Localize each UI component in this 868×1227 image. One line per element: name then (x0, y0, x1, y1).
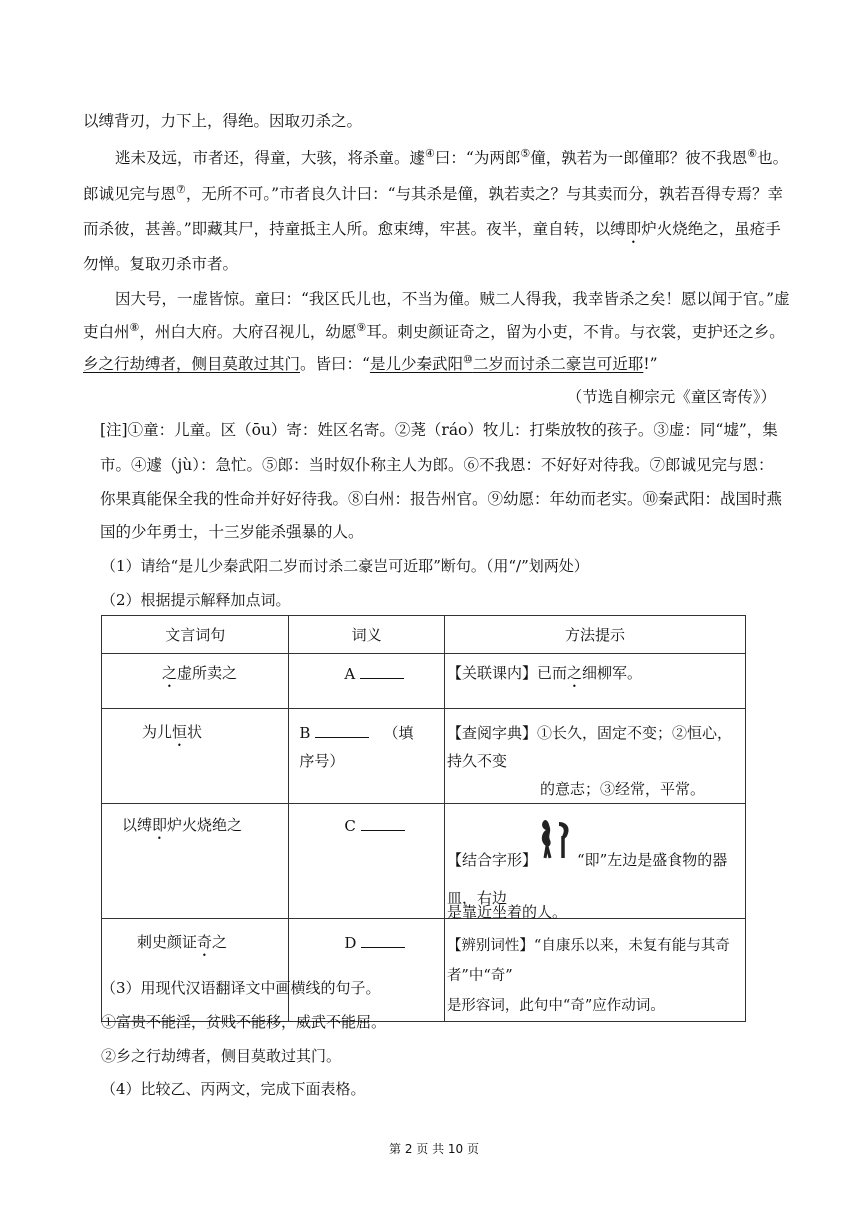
note-line-2: 市。④遽（jù）：急忙。⑤郎：当时奴仆称主人为郎。⑥不我恩：不好好对待我。⑦郎诚见完与恩： (100, 456, 774, 474)
passage-line-2: 逃未及远，市者还，得童，大骇，将杀童。遽④曰：“为两郎⑤僮，孰若为一郎僮耶？彼不我恩⑥也。 (115, 146, 789, 167)
row-4-phrase: 刺史颜证奇之 (102, 919, 289, 1022)
table-row (102, 654, 746, 709)
passage-line-7: 吏白州⑧，州白大府。大府召视儿，幼愿⑨耳。刺史颜证奇之，留为小吏，不肯。与衣裳，吏护还之乡。 (83, 320, 785, 341)
question-3-sentence-2: ②乡之行劫缚者，侧目莫敢过其门。 (101, 1047, 342, 1065)
row-2-phrase: 为儿恒状 (102, 709, 289, 804)
table-row (102, 919, 746, 1022)
table-header: 文言词句 (102, 616, 289, 654)
row-3-answer: C (289, 804, 445, 919)
table-header-row (102, 616, 746, 654)
seal-script-ji-glyph (537, 816, 577, 862)
row-4-hint: 【辨别词性】“自康乐以来，未复有能与其奇者”中“奇” 是形容词，此句中“奇”应作动词。 (444, 919, 745, 1022)
underlined-sentence-2: 是儿少秦武阳⑩二岁而讨杀二豪岂可近耶 (369, 352, 644, 373)
note-line-3: 你果真能保全我的性命并好好待我。⑧白州：报告州官。⑨幼愿：年幼而老实。⑩秦武阳：战国时燕 (100, 490, 783, 508)
passage-line-4: 而杀彼，甚善。”即藏其尸，持童抵主人所。愈束缚，牢甚。夜半，童自转，以缚即炉火烧绝之，虽疮手 (83, 220, 781, 238)
page-footer: 第 2 页 共 10 页 (389, 1142, 479, 1156)
question-1: （1）请给“是儿少秦武阳二岁而讨杀二豪岂可近耶”断句。（用“/”划两处） (101, 557, 589, 575)
passage-source: （节选自柳宗元《童区寄传》） (566, 388, 776, 406)
question-4: （4）比较乙、丙两文，完成下面表格。 (101, 1080, 366, 1098)
answer-blank-c[interactable] (361, 816, 405, 831)
answer-blank-d[interactable] (361, 933, 405, 948)
row-2-answer: B （填 序号） (289, 709, 445, 804)
underlined-sentence-1: 乡之行劫缚者，侧目莫敢过其门 (83, 355, 301, 373)
passage-line-6: 因大号，一虚皆惊。童曰：“我区氏儿也，不当为僮。贼二人得我，我幸皆杀之矣！愿以闻于官。”虚 (115, 290, 790, 308)
row-1-answer: A (289, 654, 445, 709)
row-1-hint: 【关联课内】已而之细柳军。 (444, 654, 745, 709)
row-4-answer: D (289, 919, 445, 1022)
passage-line-3: 郎诚见完与恩⑦，无所不可。”市者良久计曰：“与其杀是僮，孰若卖之？与其卖而分，孰若吾得专焉？幸 (83, 182, 783, 203)
row-3-phrase: 以缚即炉火烧绝之 (102, 804, 289, 919)
passage-line-8: 乡之行劫缚者，侧目莫敢过其门。皆曰：“是儿少秦武阳⑩二岁而讨杀二豪岂可近耶!” (83, 352, 658, 373)
note-line-1: [注]①童：儿童。区（ōu）寄：姓区名寄。②荛（ráo）牧儿：打柴放牧的孩子。③虚：同“墟”，集 (100, 421, 778, 439)
question-3: （3）用现代汉语翻译文中画横线的句子。 (101, 979, 381, 997)
table-row (102, 804, 746, 919)
row-3-hint: 【结合字形】 “即”左边是盛食物的器皿，右边 是靠近坐着的人。 (444, 804, 745, 919)
note-line-4: 国的少年勇士，十三岁能杀强暴的人。 (100, 523, 364, 541)
table-header: 词义 (289, 616, 445, 654)
table-row (102, 709, 746, 804)
question-2: （2）根据提示解释加点词。 (101, 591, 291, 609)
passage-line-1: 以缚背刃，力下上，得绝。因取刃杀之。 (83, 112, 363, 130)
question-3-sentence-1: ①富贵不能淫，贫贱不能移，威武不能屈。 (101, 1013, 387, 1031)
answer-blank-a[interactable] (360, 664, 404, 679)
row-2-hint: 【查阅字典】①长久，固定不变；②恒心，持久不变 的意志；③经常，平常。 (444, 709, 745, 804)
answer-blank-b[interactable] (315, 723, 369, 738)
passage-line-5: 勿惮。复取刃杀市者。 (83, 255, 239, 273)
table-header: 方法提示 (444, 616, 745, 654)
vocab-table (101, 615, 746, 1022)
row-1-phrase: 之虚所卖之 (102, 654, 289, 709)
